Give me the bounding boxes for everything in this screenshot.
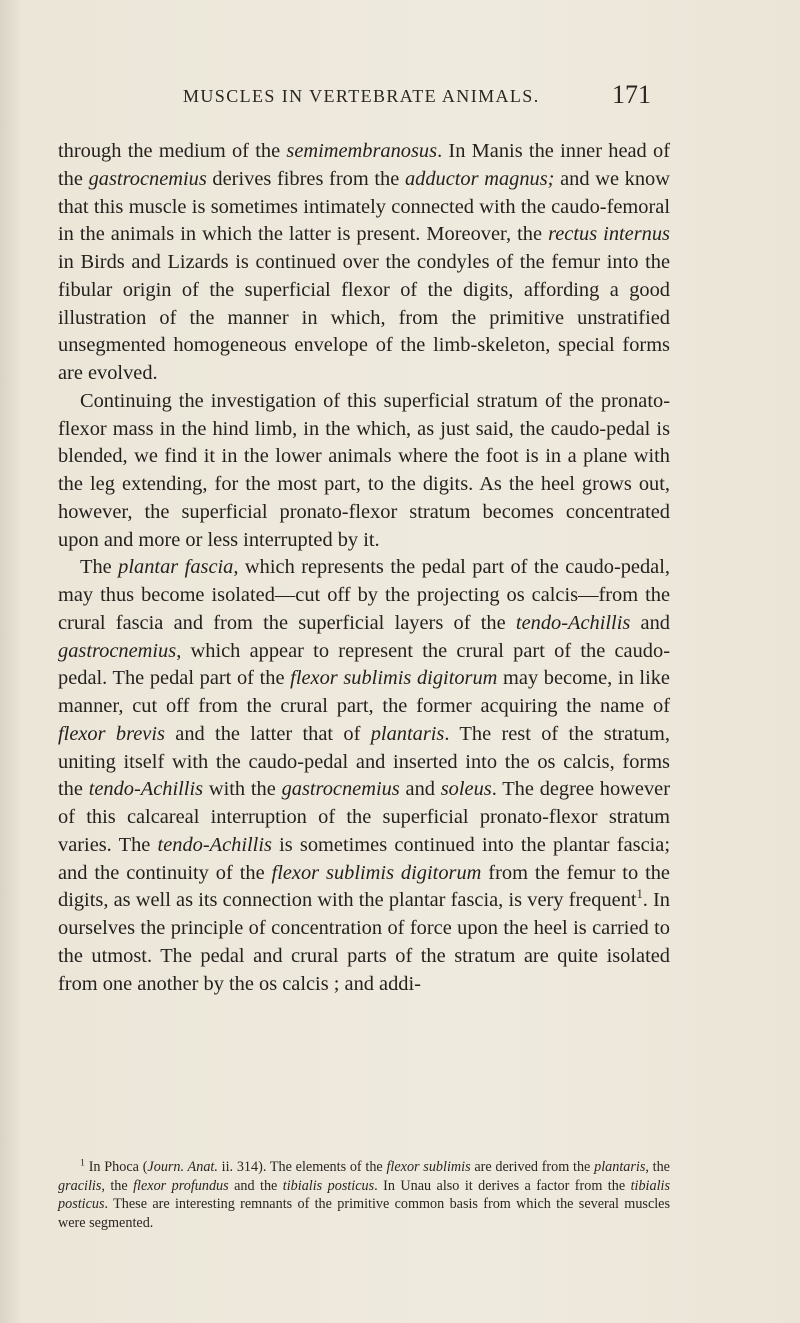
text-run: . These are interesting remnants of the primitive common basis from which the several muscles were segmented. xyxy=(58,1196,670,1231)
italic-term: tibialis posticus xyxy=(58,1177,670,1213)
page-number: 171 xyxy=(612,80,651,109)
italic-term: gastrocnemius xyxy=(58,639,177,662)
text-run: derives fibres from the xyxy=(206,167,405,190)
italic-term: tendo-Achillis xyxy=(88,778,204,801)
text-run: The xyxy=(80,556,119,579)
italic-term: plantaris xyxy=(370,722,445,745)
text-run: is sometimes continued into the plantar fascia; and the continuity of the xyxy=(58,833,670,884)
italic-term: adductor magnus; xyxy=(404,167,555,190)
text-run: from the femur to the digits, as well as its connection with the plantar fascia, is very frequent xyxy=(58,861,670,912)
page-header xyxy=(0,80,800,116)
text-run: , which represents the pedal part of the caudo-pedal, may thus become isolated—cut off by the projecting os calcis—from the crural fascia and from the superficial layers of the xyxy=(58,556,670,634)
text-run: and the xyxy=(228,1177,283,1194)
text-run: through the medium of the xyxy=(58,140,287,162)
text-run: in Birds and Lizards is continued over the condyles of the femur into the fibular origin of the superficial flexor of the digits, affording a good illustration of the manner in which, from the primitive unstratified unsegmented homogeneous envelope of the limb-skeleton, special forms are evolved. xyxy=(58,251,670,384)
italic-term: Journ. Anat. xyxy=(147,1159,218,1175)
running-title: MUSCLES IN VERTEBRATE ANIMALS. xyxy=(183,86,540,106)
text-run: . In Manis the inner head of the xyxy=(58,140,670,190)
italic-term: flexor brevis xyxy=(58,722,165,745)
italic-term: flexor sublimis digitorum xyxy=(290,667,498,690)
text-run: Continuing the investigation of this superficial stratum of the pronato-flexor mass in the hind limb, in the which, as just said, the caudo-pedal is blended, we find it in the lower animals where the foot is in a plane with the leg extending, for the most part, to the digits. As the heel grows out, however, the superficial pronato-flexor stratum becomes concentrated upon and more or less interrupted by it. xyxy=(58,389,670,551)
italic-term: tendo-Achillis xyxy=(157,833,272,856)
text-run: In Phoca ( xyxy=(84,1159,148,1175)
text-run: , the xyxy=(645,1159,670,1175)
italic-term: flexor profundus xyxy=(133,1177,229,1194)
italic-term: gastrocnemius xyxy=(281,778,400,801)
italic-term: rectus internus xyxy=(548,223,670,246)
body-text xyxy=(58,138,670,998)
footnote-marker: 1 xyxy=(636,887,643,902)
italic-term: tibialis posticus xyxy=(282,1177,375,1194)
text-run: and xyxy=(399,778,441,801)
text-run: . The degree however of this calcareal interruption of the superficial pronato-flexor stratum varies. The xyxy=(58,778,670,856)
text-run: . In ourselves the principle of concentration of force upon the heel is carried to the utmost. The pedal and crural parts of the stratum are quite isolated from one another by the os calcis ; and addi- xyxy=(58,889,670,995)
text-run: with the xyxy=(203,778,282,801)
italic-term: tendo-Achillis xyxy=(515,611,631,634)
footnote-number: 1 xyxy=(80,1157,85,1169)
text-run: . The rest of the stratum, uniting itself with the caudo-pedal and inserted into the os calcis, forms the xyxy=(58,722,671,801)
paragraph-1 xyxy=(58,138,670,388)
footnote xyxy=(58,1158,670,1232)
italic-term: plantar fascia xyxy=(118,556,234,579)
text-run: ii. 314). The elements of the xyxy=(217,1159,387,1175)
text-run: . In Unau also it derives a factor from the xyxy=(374,1177,631,1194)
text-run: and we know that this muscle is sometimes intimately connected with the caudo-femoral in the animals in which the latter is present. Moreover, the xyxy=(58,167,670,246)
italic-term: flexor sublimis xyxy=(386,1159,471,1175)
paragraph-2 xyxy=(58,388,670,555)
text-run: , which appear to represent the crural part of the caudo-pedal. The pedal part of the xyxy=(58,639,670,690)
paragraph-3 xyxy=(58,554,670,998)
italic-term: flexor sublimis digitorum xyxy=(271,861,482,884)
text-run: , the xyxy=(101,1177,134,1194)
text-run: and the latter that of xyxy=(164,722,371,745)
italic-term: soleus xyxy=(440,778,492,801)
italic-term: gastrocnemius xyxy=(88,167,207,190)
italic-term: semimembranosus xyxy=(286,140,438,162)
text-run: may become, in like manner, cut off from the crural part, the former acquiring the name of xyxy=(58,667,670,717)
italic-term: gracilis xyxy=(58,1177,102,1194)
text-run: and xyxy=(630,611,670,634)
italic-term: plantaris xyxy=(594,1159,646,1175)
text-run: are derived from the xyxy=(470,1159,595,1175)
